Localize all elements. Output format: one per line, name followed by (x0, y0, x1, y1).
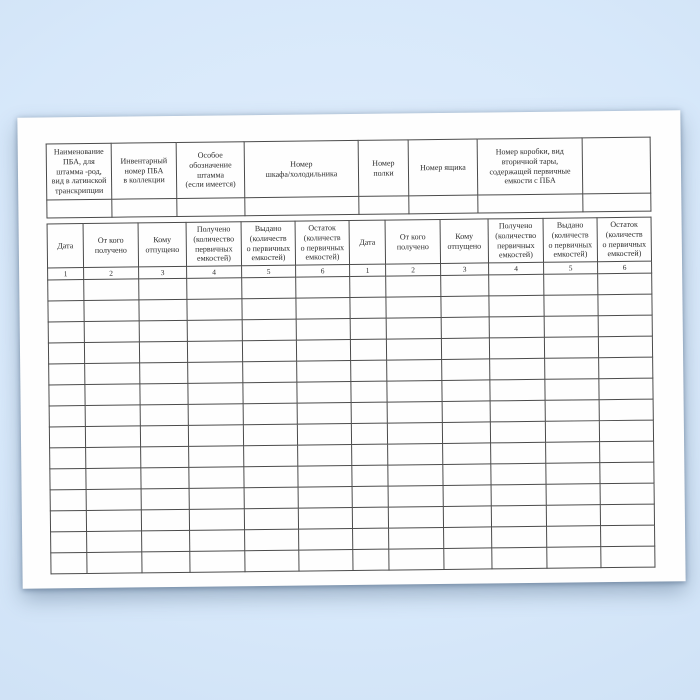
journal-empty-cell (188, 404, 243, 426)
pba-info-header-cell: Инвентарный номер ПБА в коллекции (111, 142, 177, 199)
journal-empty-cell (140, 404, 188, 426)
journal-empty-cell (299, 529, 353, 551)
pba-info-header-cell: Наименование ПБА, для штамма -род, вид в латинской транскрипции (46, 143, 112, 200)
journal-empty-cell (546, 463, 600, 485)
pba-info-header-cell: Номер шкафа/холодильника (244, 140, 359, 197)
journal-empty-cell (48, 322, 84, 343)
journal-empty-cell (48, 301, 84, 322)
pba-info-header-cell: Номер коробки, вид вторичной тары, содержащей первичные емкости с ПБА (477, 138, 583, 195)
journal-empty-cell (442, 422, 490, 444)
journal-empty-cell (141, 446, 189, 468)
journal-empty-cell (388, 444, 443, 466)
journal-empty-cell (444, 527, 492, 549)
journal-empty-cell (600, 462, 654, 484)
journal-empty-cell (350, 339, 386, 360)
journal-empty-cell (351, 402, 387, 423)
journal-empty-cell (84, 279, 139, 301)
journal-empty-cell (87, 531, 142, 553)
journal-empty-cell (489, 337, 544, 359)
journal-empty-cell (490, 400, 545, 422)
journal-empty-cell (189, 488, 244, 510)
journal-empty-cell (443, 464, 491, 486)
journal-header-cell: Получено (количество первичных емкостей) (186, 222, 241, 267)
journal-empty-cell (142, 530, 190, 552)
journal-empty-cell (140, 363, 188, 385)
journal-empty-cell (188, 383, 243, 405)
journal-empty-cell (389, 549, 444, 571)
journal-header-cell: Остаток (количеств о первичных емкостей) (295, 221, 349, 266)
journal-empty-cell (84, 321, 139, 343)
journal-empty-cell (84, 342, 139, 364)
journal-empty-cell (243, 382, 297, 404)
journal-empty-cell (491, 442, 546, 464)
journal-empty-cell (187, 320, 242, 342)
journal-empty-cell (86, 510, 141, 532)
journal-empty-cell (140, 425, 188, 447)
journal-empty-cell (598, 315, 652, 337)
journal-empty-cell (245, 550, 299, 572)
journal-empty-cell (441, 338, 489, 360)
journal-empty-cell (245, 529, 299, 551)
journal-empty-cell (442, 359, 490, 381)
journal-empty-cell (243, 424, 297, 446)
journal-column-number-cell: 2 (84, 267, 139, 280)
pba-info-header-cell: Номер ящика (408, 139, 478, 196)
journal-empty-cell (85, 384, 140, 406)
journal-empty-cell (299, 550, 353, 572)
journal-empty-cell (490, 379, 545, 401)
journal-empty-cell (547, 547, 601, 569)
journal-empty-cell (187, 278, 242, 300)
journal-empty-cell (598, 273, 652, 295)
journal-empty-cell (545, 379, 599, 401)
pba-info-value-cell (583, 193, 651, 212)
journal-empty-cell (86, 489, 141, 511)
journal-empty-cell (601, 546, 655, 568)
journal-empty-cell (141, 467, 189, 489)
journal-empty-cell (242, 340, 296, 362)
journal-empty-cell (545, 358, 599, 380)
journal-column-number-cell: 1 (48, 268, 84, 281)
journal-empty-cell (139, 321, 187, 343)
journal-empty-cell (189, 467, 244, 489)
journal-empty-cell (51, 553, 87, 574)
journal-empty-cell (598, 294, 652, 316)
journal-empty-cell (86, 468, 141, 490)
journal-empty-cell (297, 403, 351, 425)
journal-empty-cell (600, 483, 654, 505)
journal-empty-cell (388, 507, 443, 529)
journal-empty-cell (546, 505, 600, 527)
journal-empty-cell (389, 528, 444, 550)
journal-empty-cell (87, 552, 142, 574)
journal-empty-cell (49, 406, 85, 427)
journal-empty-cell (188, 425, 243, 447)
journal-empty-cell (244, 508, 298, 530)
journal-empty-cell (190, 551, 245, 573)
journal-empty-cell (546, 484, 600, 506)
journal-empty-cell (546, 442, 600, 464)
journal-empty-cell (544, 274, 598, 296)
journal-empty-cell (441, 317, 489, 339)
journal-header-cell: Дата (47, 224, 83, 268)
journal-empty-cell (489, 316, 544, 338)
journal-empty-cell (141, 509, 189, 531)
journal-empty-cell (351, 360, 387, 381)
journal-empty-cell (48, 280, 84, 301)
journal-empty-cell (190, 530, 245, 552)
journal-empty-cell (443, 506, 491, 528)
journal-empty-cell (141, 488, 189, 510)
journal-empty-cell (388, 486, 443, 508)
pba-info-value-cell (359, 196, 409, 215)
journal-empty-cell (297, 424, 351, 446)
journal-column-number-cell: 1 (350, 264, 386, 277)
journal-empty-cell (544, 337, 598, 359)
journal-empty-cell (49, 364, 85, 385)
journal-empty-cell (599, 420, 653, 442)
journal-column-number-cell: 3 (441, 263, 489, 276)
journal-empty-cell (351, 381, 387, 402)
journal-empty-cell (298, 508, 352, 530)
journal-empty-cell (85, 426, 140, 448)
journal-empty-cell (387, 360, 442, 382)
journal-column-number-cell: 6 (296, 265, 350, 278)
journal-empty-cell (187, 299, 242, 321)
journal-empty-cell (188, 362, 243, 384)
journal-empty-cell (600, 441, 654, 463)
journal-empty-cell (388, 465, 443, 487)
pba-info-table (46, 137, 652, 219)
paper-sheet (17, 110, 685, 588)
journal-empty-cell (491, 463, 546, 485)
journal-empty-cell (298, 466, 352, 488)
journal-empty-cell (387, 402, 442, 424)
pba-info-header-cell: Особое обозначение штамма (если имеется) (176, 142, 245, 199)
journal-empty-cell (441, 296, 489, 318)
journal-empty-cell (242, 319, 296, 341)
pba-info-header-cell: Номер полки (358, 140, 409, 197)
pba-info-value-cell (245, 196, 359, 215)
journal-header-cell: Остаток (количеств о первичных емкостей) (597, 217, 651, 262)
journal-empty-cell (545, 400, 599, 422)
journal-empty-cell (386, 276, 441, 298)
journal-column-number-cell: 6 (598, 261, 652, 274)
journal-empty-cell (599, 399, 653, 421)
journal-empty-cell (544, 316, 598, 338)
journal-empty-cell (547, 526, 601, 548)
journal-empty-cell (243, 403, 297, 425)
pba-info-value-cell (47, 199, 112, 218)
journal-empty-cell (297, 382, 351, 404)
journal-empty-cell (189, 509, 244, 531)
pba-info-header-cell (582, 137, 651, 194)
journal-empty-cell (350, 318, 386, 339)
journal-empty-cell (386, 318, 441, 340)
journal-empty-cell (441, 275, 489, 297)
journal-empty-cell (387, 423, 442, 445)
journal-empty-cell (244, 487, 298, 509)
journal-empty-cell (49, 385, 85, 406)
journal-empty-cell (599, 357, 653, 379)
journal-column-number-cell: 4 (187, 266, 242, 279)
journal-header-cell: Кому отпущено (440, 219, 488, 264)
journal-empty-cell (443, 443, 491, 465)
journal-empty-cell (84, 300, 139, 322)
journal-header-cell: Выдано (количеств о первичных емкостей) (543, 218, 597, 263)
journal-empty-cell (352, 486, 388, 507)
journal-empty-cell (350, 297, 386, 318)
journal-empty-cell (139, 342, 187, 364)
journal-empty-cell (85, 405, 140, 427)
journal-empty-cell (352, 465, 388, 486)
journal-empty-cell (442, 380, 490, 402)
journal-empty-cell (298, 487, 352, 509)
journal-empty-cell (386, 339, 441, 361)
journal-header-cell: Дата (349, 220, 385, 264)
journal-empty-cell (599, 378, 653, 400)
journal-column-number-cell: 2 (386, 263, 441, 276)
journal-empty-cell (298, 445, 352, 467)
journal-empty-cell (48, 343, 84, 364)
journal-empty-cell (243, 361, 297, 383)
journal-empty-cell (140, 383, 188, 405)
journal-empty-cell (387, 381, 442, 403)
journal-empty-cell (296, 277, 350, 299)
pba-info-header-row (46, 137, 651, 200)
pba-info-value-cell (409, 195, 478, 214)
journal-empty-cell (489, 295, 544, 317)
journal-empty-cell (386, 297, 441, 319)
journal-header-cell: Кому отпущено (138, 222, 186, 267)
journal-empty-cell (139, 300, 187, 322)
journal-empty-cell (490, 358, 545, 380)
journal-header-cell: От кого получено (83, 223, 138, 268)
journal-empty-cell (51, 532, 87, 553)
journal-empty-cell (50, 511, 86, 532)
journal-empty-cell (352, 444, 388, 465)
journal-empty-cell (443, 485, 491, 507)
journal-empty-cell (50, 448, 86, 469)
journal-empty-cell (139, 279, 187, 301)
journal-empty-cell (489, 274, 544, 296)
journal-header-cell: Выдано (количеств о первичных емкостей) (241, 221, 295, 266)
journal-empty-cell (50, 490, 86, 511)
journal-empty-cell (296, 319, 350, 341)
journal-empty-cell (601, 525, 655, 547)
journal-empty-cell (242, 277, 296, 299)
journal-empty-cell (490, 421, 545, 443)
journal-column-number-cell: 5 (242, 265, 296, 278)
journal-empty-cell (545, 421, 599, 443)
journal-column-number-cell: 3 (139, 266, 187, 279)
journal-empty-cell (297, 361, 351, 383)
journal-column-number-cell: 5 (544, 262, 598, 275)
pba-info-value-cell (177, 198, 245, 217)
journal-empty-cell (86, 447, 141, 469)
journal-header-row (47, 217, 651, 268)
journal-empty-cell (296, 340, 350, 362)
journal-empty-cell (189, 446, 244, 468)
journal-empty-cell (352, 507, 388, 528)
journal-empty-cell (491, 505, 546, 527)
journal-empty-cell (492, 547, 547, 569)
journal-empty-cell (442, 401, 490, 423)
journal-empty-cell (49, 427, 85, 448)
journal-header-cell: От кого получено (385, 219, 440, 264)
journal-empty-cell (50, 469, 86, 490)
journal-empty-cell (350, 276, 386, 297)
journal-table (47, 217, 656, 575)
journal-empty-cell (187, 341, 242, 363)
journal-empty-cell (142, 551, 190, 573)
journal-empty-cell (296, 298, 350, 320)
journal-empty-cell (544, 295, 598, 317)
journal-empty-cell (444, 548, 492, 570)
journal-empty-cell (351, 423, 387, 444)
journal-empty-cell (244, 466, 298, 488)
pba-info-value-cell (112, 198, 177, 217)
journal-column-number-cell: 4 (489, 262, 544, 275)
journal-empty-cell (598, 336, 652, 358)
journal-empty-cell (491, 484, 546, 506)
journal-empty-cell (353, 549, 389, 570)
journal-empty-cell (492, 526, 547, 548)
pba-info-value-cell (478, 194, 583, 213)
journal-header-cell: Получено (количество первичных емкостей) (488, 218, 543, 263)
journal-empty-cell (600, 504, 654, 526)
journal-empty-cell (85, 363, 140, 385)
journal-empty-cell (353, 528, 389, 549)
journal-empty-cell (244, 445, 298, 467)
journal-empty-cell (242, 298, 296, 320)
